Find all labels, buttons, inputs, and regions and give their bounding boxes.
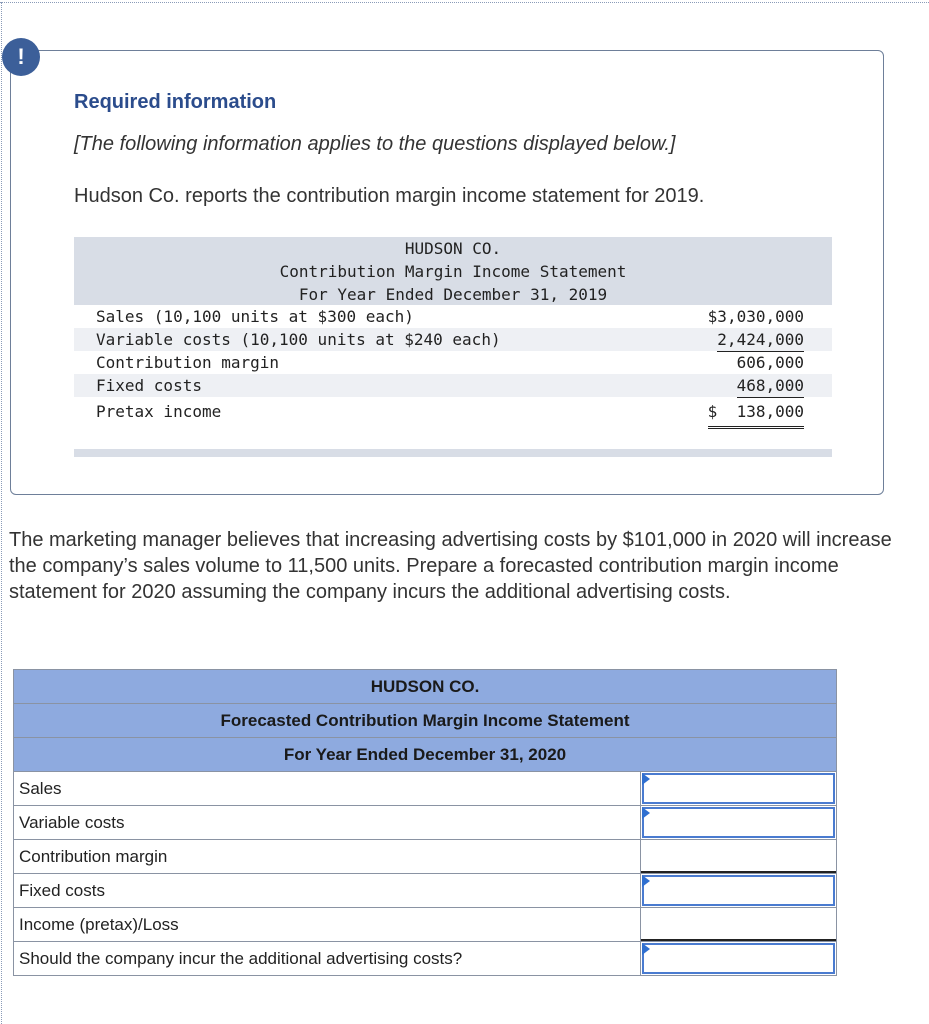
dropdown-marker-icon [642, 875, 650, 887]
alert-icon: ! [2, 38, 40, 76]
dropdown-marker-icon [642, 807, 650, 819]
info-note: [The following information applies to the questions displayed below.] [74, 133, 676, 155]
forecast-decision-cell [640, 942, 836, 976]
statement-row-variable-costs: Variable costs (10,100 units at $240 each) 2,424,000 [74, 328, 832, 351]
table-row [14, 874, 837, 908]
statement-2019-period: For Year Ended December 31, 2019 [298, 285, 608, 304]
forecast-income-cell [640, 908, 836, 942]
top-dotted-border [0, 2, 929, 3]
forecast-label-decision: Should the company incur the additional advertising costs? [14, 942, 641, 976]
forecast-period: For Year Ended December 31, 2020 [14, 738, 837, 772]
statement-row-pretax-income: Pretax income $ 138,000 [74, 397, 832, 426]
statement-2019 [74, 237, 832, 457]
statement-2019-footer-bar [74, 449, 832, 457]
dropdown-marker-icon [642, 773, 650, 785]
income-input[interactable] [641, 908, 836, 941]
forecast-label-income: Income (pretax)/Loss [14, 908, 641, 942]
dropdown-marker-icon [642, 943, 650, 955]
decision-select[interactable] [642, 943, 835, 974]
forecast-label-contribution-margin: Contribution margin [14, 840, 641, 874]
table-row [14, 840, 837, 874]
statement-2019-header [74, 237, 832, 305]
forecast-fixed-costs-cell [640, 874, 836, 908]
sales-input[interactable] [642, 773, 835, 804]
forecast-label-sales: Sales [14, 772, 641, 806]
forecast-title: Forecasted Contribution Margin Income Statement [14, 704, 837, 738]
left-dotted-border [1, 2, 2, 1024]
statement-row-contribution-margin: Contribution margin 606,000 [96, 353, 804, 372]
statement-2019-title: Contribution Margin Income Statement [279, 262, 627, 281]
forecast-label-variable-costs: Variable costs [14, 806, 641, 840]
required-information-box [10, 50, 884, 495]
forecast-table [13, 669, 837, 976]
statement-row-fixed-costs: Fixed costs 468,000 [74, 374, 832, 397]
info-intro: Hudson Co. reports the contribution margin income statement for 2019. [74, 185, 705, 207]
forecast-contribution-margin-cell [640, 840, 836, 874]
fixed-costs-input[interactable] [642, 875, 835, 906]
table-row [14, 806, 837, 840]
forecast-sales-cell [640, 772, 836, 806]
required-info-title: Required information [74, 91, 277, 113]
contribution-margin-input[interactable] [641, 840, 836, 873]
forecast-variable-costs-cell [640, 806, 836, 840]
variable-costs-input[interactable] [642, 807, 835, 838]
table-row [14, 772, 837, 806]
question-text: The marketing manager believes that increasing advertising costs by $101,000 in 2020 will increase the company’s sales volume to 11,500 units. Prepare a forecasted contribution margin income statement for 2020 assuming the company incurs the additional advertising costs. [9, 529, 892, 603]
forecast-label-fixed-costs: Fixed costs [14, 874, 641, 908]
table-row [14, 908, 837, 942]
statement-2019-company: HUDSON CO. [404, 239, 502, 258]
forecast-company: HUDSON CO. [14, 670, 837, 704]
table-row [14, 942, 837, 976]
statement-row-sales: Sales (10,100 units at $300 each) $3,030,000 [96, 307, 804, 326]
